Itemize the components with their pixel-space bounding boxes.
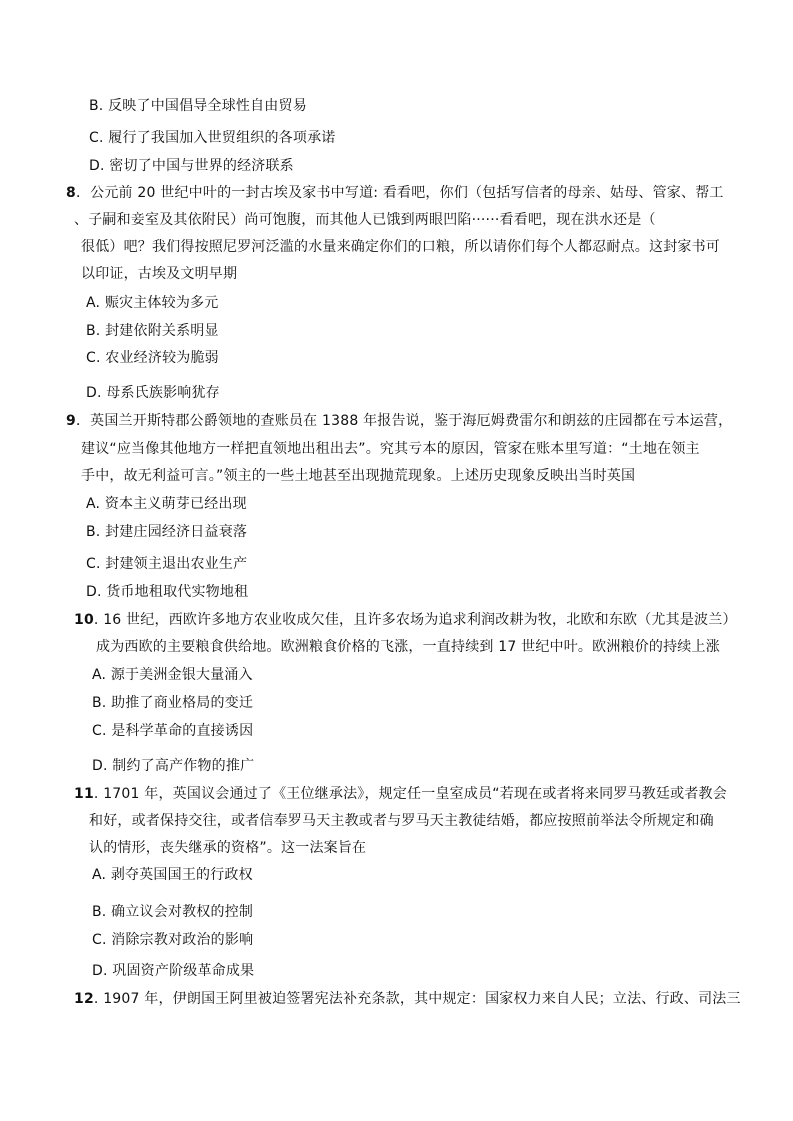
option-line: C. 消除宗教对政治的影响 — [92, 932, 254, 948]
option-line: C. 封建领主退出农业生产 — [86, 556, 248, 572]
option-line: B. 封建庄园经济日益衰落 — [86, 524, 248, 540]
question-9-stem-line-1 — [66, 411, 732, 431]
question-stem-text: . 16 世纪，西欧许多地方农业收成欠佳，且许多农场为追求利润改耕为牧，北欧和东欧（尤其是波兰） — [93, 612, 737, 628]
question-12-stem-line-1 — [74, 989, 741, 1009]
option-line: D. 巩固资产阶级革命成果 — [92, 963, 255, 979]
question-number: 9 — [66, 413, 76, 429]
option-line: D. 制约了高产作物的推广 — [92, 758, 255, 774]
question-number: 8 — [66, 185, 76, 201]
question-stem-text: . 1701 年，英国议会通过了《王位继承法》，规定任一皇室成员“若现在或者将来同罗马教廷或者教会 — [93, 786, 727, 802]
question-8-stem-line-3: 很低）吧？我们得按照尼罗河泛滥的水量来确定你们的口粮，所以请你们每个人都忍耐点。这封家书可 — [81, 239, 720, 255]
option-line: A. 源于美洲金银大量涌入 — [92, 667, 253, 683]
question-8-stem-line-1 — [66, 183, 724, 203]
question-stem-text: ．公元前 20 世纪中叶的一封古埃及家书中写道: 看看吧，你们（包括写信者的母亲、姑母、管家、帮工 — [75, 185, 724, 201]
question-11-stem-line-3: 认的情形，丧失继承的资格”。这一法案旨在 — [89, 840, 367, 856]
question-9-stem-line-3: 手中，故无利益可言。”领主的一些土地甚至出现抛荒现象。上述历史现象反映出当时英国 — [81, 468, 636, 484]
option-line: D. 货币地租取代实物地租 — [86, 584, 249, 600]
option-line: D. 密切了中国与世界的经济联系 — [89, 158, 294, 174]
option-line: C. 是科学革命的直接诱因 — [92, 723, 254, 739]
option-line: A. 剥夺英国国王的行政权 — [92, 867, 253, 883]
question-10-stem-line-1 — [74, 610, 737, 630]
question-number: 11 — [74, 786, 94, 802]
question-8-stem-line-2: 、子嗣和妾室及其依附民）尚可饱腹，而其他人已饿到两眼凹陷······看看吧，现在洪水还是（ — [74, 212, 656, 228]
option-line: A. 赈灾主体较为多元 — [86, 295, 219, 311]
question-10-stem-line-2: 成为西欧的主要粮食供给地。欧洲粮食价格的飞涨，一直持续到 17 世纪中叶。欧洲粮价的持续上涨 — [96, 639, 720, 655]
question-11-stem-line-2: 和好，或者保持交往，或者信奉罗马天主教或者与罗马天主教徒结婚，都应按照前举法令所规定和确 — [89, 813, 714, 829]
option-line: A. 资本主义萌芽已经出现 — [86, 496, 247, 512]
option-line: D. 母系氏族影响犹存 — [86, 385, 220, 401]
option-line: B. 助推了商业格局的变迁 — [92, 695, 254, 711]
option-line: B. 反映了中国倡导全球性自由贸易 — [89, 98, 307, 114]
question-11-stem-line-1 — [74, 784, 727, 804]
question-9-stem-line-2: 建议“应当像其他地方一样把直领地出租出去”。究其亏本的原因，管家在账本里写道：“土地在领主 — [81, 441, 700, 457]
option-line: C. 农业经济较为脆弱 — [86, 350, 219, 366]
question-8-stem-line-4: 以印证，古埃及文明早期 — [81, 266, 238, 282]
option-line: C. 履行了我国加入世贸组织的各项承诺 — [89, 130, 336, 146]
question-number: 12 — [74, 991, 94, 1007]
question-number: 10 — [74, 612, 94, 628]
option-line: B. 封建依附关系明显 — [86, 323, 219, 339]
option-line: B. 确立议会对教权的控制 — [92, 904, 254, 920]
question-stem-text: . 1907 年，伊朗国王阿里被迫签署宪法补充条款，其中规定：国家权力来自人民；立法、行政、司法三 — [93, 991, 741, 1007]
question-stem-text: ．英国兰开斯特郡公爵领地的查账员在 1388 年报告说，鉴于海厄姆费雷尔和朗兹的庄园都在亏本运营， — [75, 413, 733, 429]
